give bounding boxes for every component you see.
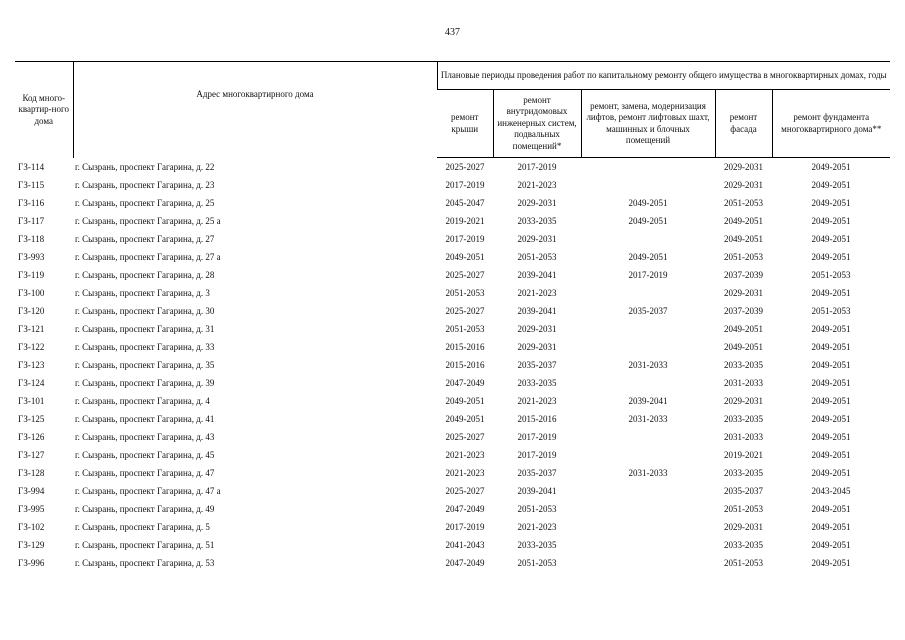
table-row xyxy=(15,374,890,392)
lifts-period-cell: 2049-2051 xyxy=(628,252,668,262)
lifts-period-cell: 2031-2033 xyxy=(628,360,668,370)
table-row xyxy=(15,194,890,212)
header-facade: ремонт фасада xyxy=(715,90,772,158)
foundation-period-cell: 2049-2051 xyxy=(811,432,851,442)
lifts-period-cell xyxy=(581,446,715,464)
systems-period-cell: 2021-2023 xyxy=(517,288,557,298)
roof-period-cell: 2025-2027 xyxy=(445,486,485,496)
building-code-cell: ГЗ-120 xyxy=(18,306,45,316)
foundation-period-cell: 2049-2051 xyxy=(811,360,851,370)
address-cell: г. Сызрань, проспект Гагарина, д. 3 xyxy=(75,288,210,298)
address-cell: г. Сызрань, проспект Гагарина, д. 35 xyxy=(75,360,215,370)
table-row xyxy=(15,338,890,356)
address-cell: г. Сызрань, проспект Гагарина, д. 53 xyxy=(75,558,215,568)
facade-period-cell: 2029-2031 xyxy=(724,180,763,190)
facade-period-cell: 2031-2033 xyxy=(724,378,763,388)
address-cell: г. Сызрань, проспект Гагарина, д. 41 xyxy=(75,414,215,424)
lifts-period-cell xyxy=(581,230,715,248)
foundation-period-cell: 2049-2051 xyxy=(811,198,851,208)
address-cell: г. Сызрань, проспект Гагарина, д. 27 а xyxy=(75,252,221,262)
table-row xyxy=(15,500,890,518)
roof-period-cell: 2049-2051 xyxy=(445,414,485,424)
roof-period-cell: 2025-2027 xyxy=(445,306,485,316)
systems-period-cell: 2021-2023 xyxy=(517,180,557,190)
facade-period-cell: 2033-2035 xyxy=(724,540,763,550)
foundation-period-cell: 2049-2051 xyxy=(811,162,851,172)
facade-period-cell: 2029-2031 xyxy=(724,162,763,172)
roof-period-cell: 2045-2047 xyxy=(445,198,485,208)
table-row xyxy=(15,158,890,177)
facade-period-cell: 2037-2039 xyxy=(724,306,763,316)
building-code-cell: ГЗ-125 xyxy=(18,414,45,424)
systems-period-cell: 2021-2023 xyxy=(517,522,557,532)
address-cell: г. Сызрань, проспект Гагарина, д. 4 xyxy=(75,396,210,406)
foundation-period-cell: 2049-2051 xyxy=(811,450,851,460)
building-code-cell: ГЗ-127 xyxy=(18,450,45,460)
building-code-cell: ГЗ-129 xyxy=(18,540,45,550)
roof-period-cell: 2049-2051 xyxy=(445,252,485,262)
facade-period-cell: 2049-2051 xyxy=(724,324,763,334)
systems-period-cell: 2035-2037 xyxy=(517,360,557,370)
systems-period-cell: 2017-2019 xyxy=(517,162,557,172)
header-roof: ремонт крыши xyxy=(437,90,493,158)
lifts-period-cell: 2017-2019 xyxy=(628,270,668,280)
lifts-period-cell xyxy=(581,536,715,554)
address-cell: г. Сызрань, проспект Гагарина, д. 25 xyxy=(75,198,215,208)
roof-period-cell: 2047-2049 xyxy=(445,378,485,388)
table-row xyxy=(15,518,890,536)
address-cell: г. Сызрань, проспект Гагарина, д. 22 xyxy=(75,161,215,172)
facade-period-cell: 2031-2033 xyxy=(724,432,763,442)
lifts-period-cell xyxy=(581,338,715,356)
table-row xyxy=(15,392,890,410)
header-systems: ремонт внутридомовых инженерных систем, подвальных помещений* xyxy=(493,90,581,158)
roof-period-cell: 2017-2019 xyxy=(445,522,485,532)
building-code-cell: ГЗ-124 xyxy=(18,378,45,388)
table-body xyxy=(15,158,890,573)
roof-period-cell: 2021-2023 xyxy=(445,468,485,478)
building-code-cell: ГЗ-116 xyxy=(18,198,45,208)
table-row xyxy=(15,410,890,428)
systems-period-cell: 2029-2031 xyxy=(517,342,557,352)
building-code-cell: ГЗ-128 xyxy=(18,468,45,478)
lifts-period-cell: 2049-2051 xyxy=(628,198,668,208)
building-code-cell: ГЗ-102 xyxy=(18,522,45,532)
facade-period-cell: 2051-2053 xyxy=(724,504,763,514)
header-foundation: ремонт фундамента многоквартирного дома** xyxy=(772,90,890,158)
building-code-cell: ГЗ-123 xyxy=(18,360,45,370)
lifts-period-cell xyxy=(581,518,715,536)
table-row xyxy=(15,446,890,464)
systems-period-cell: 2051-2053 xyxy=(517,504,557,514)
roof-period-cell: 2025-2027 xyxy=(445,162,485,172)
lifts-period-cell: 2031-2033 xyxy=(628,468,668,478)
lifts-period-cell xyxy=(581,482,715,500)
table-row xyxy=(15,482,890,500)
foundation-period-cell: 2051-2053 xyxy=(811,306,851,316)
systems-period-cell: 2035-2037 xyxy=(517,468,557,478)
facade-period-cell: 2037-2039 xyxy=(724,270,763,280)
table-row xyxy=(15,356,890,374)
lifts-period-cell: 2049-2051 xyxy=(628,216,668,226)
systems-period-cell: 2017-2019 xyxy=(517,450,557,460)
address-cell: г. Сызрань, проспект Гагарина, д. 23 xyxy=(75,180,215,190)
building-code-cell: ГЗ-126 xyxy=(18,432,45,442)
address-cell: г. Сызрань, проспект Гагарина, д. 25 а xyxy=(75,216,221,226)
building-code-cell: ГЗ-122 xyxy=(18,342,45,352)
table-row xyxy=(15,320,890,338)
foundation-period-cell: 2049-2051 xyxy=(811,414,851,424)
address-cell: г. Сызрань, проспект Гагарина, д. 47 xyxy=(75,468,215,478)
systems-period-cell: 2039-2041 xyxy=(517,486,557,496)
building-code-cell: ГЗ-121 xyxy=(18,324,45,334)
capital-repair-table xyxy=(15,61,890,572)
address-cell: г. Сызрань, проспект Гагарина, д. 43 xyxy=(75,432,215,442)
foundation-period-cell: 2049-2051 xyxy=(811,378,851,388)
header-group-periods: Плановые периоды проведения работ по капитальному ремонту общего имущества в многоквартирных домах, годы xyxy=(437,62,890,90)
facade-period-cell: 2051-2053 xyxy=(724,558,763,568)
building-code-cell: ГЗ-115 xyxy=(18,180,45,190)
building-code-cell: ГЗ-117 xyxy=(18,216,45,226)
lifts-period-cell xyxy=(581,428,715,446)
systems-period-cell: 2039-2041 xyxy=(517,306,557,316)
roof-period-cell: 2047-2049 xyxy=(445,504,485,514)
address-cell: г. Сызрань, проспект Гагарина, д. 51 xyxy=(75,540,215,550)
table-header xyxy=(15,62,890,158)
table-row xyxy=(15,284,890,302)
lifts-period-cell xyxy=(581,176,715,194)
systems-period-cell: 2017-2019 xyxy=(517,432,557,442)
address-cell: г. Сызрань, проспект Гагарина, д. 30 xyxy=(75,306,215,316)
address-cell: г. Сызрань, проспект Гагарина, д. 49 xyxy=(75,504,215,514)
roof-period-cell: 2021-2023 xyxy=(445,450,485,460)
address-cell: г. Сызрань, проспект Гагарина, д. 33 xyxy=(75,342,215,352)
address-cell: г. Сызрань, проспект Гагарина, д. 27 xyxy=(75,234,215,244)
facade-period-cell: 2033-2035 xyxy=(724,468,763,478)
roof-period-cell: 2051-2053 xyxy=(445,288,485,298)
table-row xyxy=(15,536,890,554)
facade-period-cell: 2051-2053 xyxy=(724,198,763,208)
roof-period-cell: 2015-2016 xyxy=(445,342,485,352)
roof-period-cell: 2051-2053 xyxy=(445,324,485,334)
foundation-period-cell: 2043-2045 xyxy=(811,486,851,496)
address-cell: г. Сызрань, проспект Гагарина, д. 39 xyxy=(75,378,215,388)
facade-period-cell: 2029-2031 xyxy=(724,522,763,532)
roof-period-cell: 2019-2021 xyxy=(445,216,485,226)
systems-period-cell: 2029-2031 xyxy=(517,324,557,334)
lifts-period-cell xyxy=(581,158,715,177)
roof-period-cell: 2017-2019 xyxy=(445,234,485,244)
roof-period-cell: 2047-2049 xyxy=(445,558,485,568)
building-code-cell: ГЗ-101 xyxy=(18,396,45,406)
lifts-period-cell xyxy=(581,284,715,302)
page-number: 437 xyxy=(445,27,460,38)
roof-period-cell: 2017-2019 xyxy=(445,180,485,190)
facade-period-cell: 2049-2051 xyxy=(724,216,763,226)
building-code-cell: ГЗ-993 xyxy=(18,252,45,262)
table-row xyxy=(15,212,890,230)
building-code-cell: ГЗ-114 xyxy=(18,161,45,172)
address-cell: г. Сызрань, проспект Гагарина, д. 47 а xyxy=(75,486,221,496)
foundation-period-cell: 2049-2051 xyxy=(811,558,851,568)
facade-period-cell: 2049-2051 xyxy=(724,342,763,352)
foundation-period-cell: 2049-2051 xyxy=(811,342,851,352)
systems-period-cell: 2029-2031 xyxy=(517,198,557,208)
systems-period-cell: 2021-2023 xyxy=(517,396,557,406)
foundation-period-cell: 2049-2051 xyxy=(811,396,851,406)
building-code-cell: ГЗ-994 xyxy=(18,486,45,496)
lifts-period-cell: 2039-2041 xyxy=(628,396,668,406)
foundation-period-cell: 2049-2051 xyxy=(811,252,851,262)
systems-period-cell: 2029-2031 xyxy=(517,234,557,244)
facade-period-cell: 2033-2035 xyxy=(724,414,763,424)
systems-period-cell: 2015-2016 xyxy=(517,414,557,424)
building-code-cell: ГЗ-996 xyxy=(18,558,45,568)
lifts-period-cell xyxy=(581,500,715,518)
lifts-period-cell: 2035-2037 xyxy=(628,306,668,316)
foundation-period-cell: 2049-2051 xyxy=(811,180,851,190)
foundation-period-cell: 2049-2051 xyxy=(811,216,851,226)
systems-period-cell: 2039-2041 xyxy=(517,270,557,280)
facade-period-cell: 2049-2051 xyxy=(724,234,763,244)
facade-period-cell: 2029-2031 xyxy=(724,396,763,406)
roof-period-cell: 2025-2027 xyxy=(445,270,485,280)
table-row xyxy=(15,248,890,266)
table-row xyxy=(15,554,890,572)
foundation-period-cell: 2049-2051 xyxy=(811,504,851,514)
foundation-period-cell: 2049-2051 xyxy=(811,324,851,334)
table-row xyxy=(15,302,890,320)
foundation-period-cell: 2049-2051 xyxy=(811,522,851,532)
foundation-period-cell: 2049-2051 xyxy=(811,288,851,298)
header-lifts: ремонт, замена, модернизация лифтов, ремонт лифтовых шахт, машинных и блочных помещений xyxy=(581,90,715,158)
foundation-period-cell: 2051-2053 xyxy=(811,270,851,280)
table-row xyxy=(15,464,890,482)
systems-period-cell: 2051-2053 xyxy=(517,558,557,568)
systems-period-cell: 2033-2035 xyxy=(517,378,557,388)
address-cell: г. Сызрань, проспект Гагарина, д. 45 xyxy=(75,450,215,460)
lifts-period-cell xyxy=(581,320,715,338)
foundation-period-cell: 2049-2051 xyxy=(811,234,851,244)
table-row xyxy=(15,428,890,446)
foundation-period-cell: 2049-2051 xyxy=(811,540,851,550)
facade-period-cell: 2033-2035 xyxy=(724,360,763,370)
building-code-cell: ГЗ-118 xyxy=(18,234,45,244)
foundation-period-cell: 2049-2051 xyxy=(811,468,851,478)
facade-period-cell: 2019-2021 xyxy=(724,450,763,460)
roof-period-cell: 2025-2027 xyxy=(445,432,485,442)
header-code: Код много-квартир-ного дома xyxy=(15,62,73,158)
building-code-cell: ГЗ-100 xyxy=(18,288,45,298)
lifts-period-cell xyxy=(581,374,715,392)
lifts-period-cell xyxy=(581,554,715,572)
building-code-cell: ГЗ-119 xyxy=(18,270,45,280)
facade-period-cell: 2035-2037 xyxy=(724,486,763,496)
systems-period-cell: 2051-2053 xyxy=(517,252,557,262)
facade-period-cell: 2029-2031 xyxy=(724,288,763,298)
table-row xyxy=(15,230,890,248)
table-row xyxy=(15,176,890,194)
roof-period-cell: 2041-2043 xyxy=(445,540,485,550)
address-cell: г. Сызрань, проспект Гагарина, д. 5 xyxy=(75,522,210,532)
lifts-period-cell: 2031-2033 xyxy=(628,414,668,424)
systems-period-cell: 2033-2035 xyxy=(517,216,557,226)
table-row xyxy=(15,266,890,284)
building-code-cell: ГЗ-995 xyxy=(18,504,45,514)
address-cell: г. Сызрань, проспект Гагарина, д. 31 xyxy=(75,324,215,334)
facade-period-cell: 2051-2053 xyxy=(724,252,763,262)
systems-period-cell: 2033-2035 xyxy=(517,540,557,550)
address-cell: г. Сызрань, проспект Гагарина, д. 28 xyxy=(75,270,215,280)
roof-period-cell: 2015-2016 xyxy=(445,360,485,370)
header-address: Адрес многоквартирного дома xyxy=(73,62,437,158)
roof-period-cell: 2049-2051 xyxy=(445,396,485,406)
